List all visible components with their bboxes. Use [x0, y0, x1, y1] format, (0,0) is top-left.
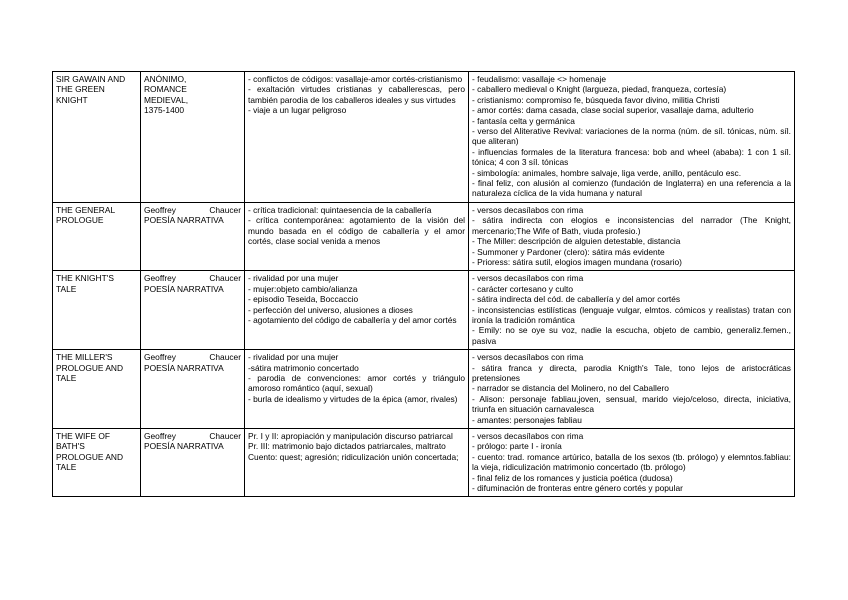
table-row — [53, 350, 795, 429]
work-author: ANÓNIMO, ROMANCE MEDIEVAL, 1375-1400 — [141, 72, 245, 203]
work-author: Geoffrey Chaucer POESÍA NARRATIVA — [141, 350, 245, 429]
work-notes: - feudalismo: vasallaje <> homenaje - caballero medieval o Knight (largueza, piedad, franqueza, cortesía) - cristianismo: compromiso fe, búsqueda favor divino, militia Christi - amor cortés: dama casada, clase social superior, vasallaje dama, adulterio - fantasía celta y germánica - verso del Aliterative Revival: variaciones de la norma (núm. de síl. tónicas, núm. síl. que aliteran) - influencias formales de la literatura francesa: bob and wheel (ababa): 1 con 1 síl. tónica; 4 con 3 síl. tónicas - simbología: animales, hombre salvaje, liga verde, anillo, pentáculo esc. - final feliz, con alusión al comienzo (fundación de Inglaterra) en una referencia a la naturaleza cíclica de la vida humana y natural — [469, 72, 795, 203]
work-themes: - rivalidad por una mujer - mujer:objeto cambio/alianza - episodio Teseida, Boccaccio - perfección del universo, alusiones a dioses - agotamiento del código de caballería y del amor cortés — [245, 271, 469, 350]
work-title: THE KNIGHT'S TALE — [53, 271, 141, 350]
work-title: THE WIFE OF BATH'S PROLOGUE AND TALE — [53, 429, 141, 497]
author-name: Geoffrey Chaucer — [144, 273, 241, 284]
work-themes: - crítica tradicional: quintaesencia de la caballería - crítica contemporánea: agotamiento de la visión del mundo basada en el código de caballería y el amor cortés, clase social venida a menos — [245, 202, 469, 270]
author-name: Geoffrey Chaucer — [144, 204, 241, 215]
work-title: THE GENERAL PROLOGUE — [53, 202, 141, 270]
table-row — [53, 72, 795, 203]
work-notes: - versos decasílabos con rima - sátira indirecta con elogios e inconsistencias del narrador (The Knight, mercenario;The Wife of Bath, viuda profesio.) - The Miller: descripción de alguien detestable, distancia - Summoner y Pardoner (clero): sátira más evidente - Prioress: sátira sutil, elogios imagen mundana (rosario) — [469, 202, 795, 270]
work-author: Geoffrey Chaucer POESÍA NARRATIVA — [141, 202, 245, 270]
table-row — [53, 202, 795, 270]
work-themes: - rivalidad por una mujer -sátira matrimonio concertado - parodia de convenciones: amor cortés y triángulo amoroso romántico (aquí, sexual) - burla de idealismo y virtudes de la épica (amor, rivales) — [245, 350, 469, 429]
author-name: Geoffrey Chaucer — [144, 431, 241, 441]
work-author: Geoffrey Chaucer POESÍA NARRATIVA — [141, 429, 245, 497]
work-themes: - conflictos de códigos: vasallaje-amor cortés-cristianismo - exaltación virtudes cristianas y caballerescas, pero también parodia de los caballeros ideales y sus virtudes - viaje a un lugar peligroso — [245, 72, 469, 203]
work-title: THE MILLER'S PROLOGUE AND TALE — [53, 350, 141, 429]
work-notes: - versos decasílabos con rima - prólogo: parte I - ironía - cuento: trad. romance artúrico, batalla de los sexos (tb. prólogo) y elemntos.fabliau: la vieja, ridiculización matrimonio concertado (tb. prólogo) - final feliz de los romances y justicia poética (dudosa) - difuminación de fronteras entre género cortés y popular — [469, 429, 795, 497]
work-themes: Pr. I y II: apropiación y manipulación discurso patriarcal Pr. III: matrimonio bajo dictados patriarcales, maltrato Cuento: quest; agresión; ridiculización unión concertada; — [245, 429, 469, 497]
table-row — [53, 429, 795, 497]
table-row — [53, 271, 795, 350]
work-title: SIR GAWAIN AND THE GREEN KNIGHT — [53, 72, 141, 203]
work-author: Geoffrey Chaucer POESÍA NARRATIVA — [141, 271, 245, 350]
literature-table — [52, 71, 795, 497]
work-notes: - versos decasílabos con rima - sátira franca y directa, parodia Knigth's Tale, tono lejos de aristocráticas pretensiones - narrador se distancia del Molinero, no del Caballero - Alison: personaje fabliau,joven, sensual, marido viejo/celoso, directa, iniciativa, triunfa en situación carnavalesca - amantes: personajes fabliau — [469, 350, 795, 429]
author-name: Geoffrey Chaucer — [144, 352, 241, 363]
work-notes: - versos decasílabos con rima - carácter cortesano y culto - sátira indirecta del cód. de caballería y del amor cortés - inconsistencias estilísticas (lenguaje vulgar, elmtos. cómicos y realistas) tratan con ironía la tradición romántica - Emily: no se oye su voz, nadie la escucha, objeto de cambio, generaliz.femen., pasiva — [469, 271, 795, 350]
